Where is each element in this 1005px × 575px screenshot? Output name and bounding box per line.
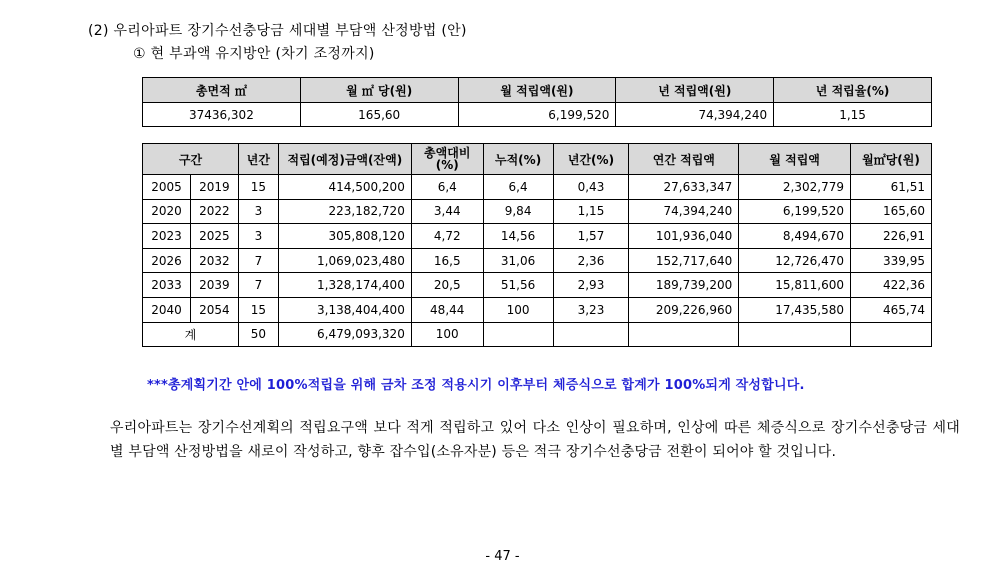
table-cell: 2,93 <box>553 273 629 298</box>
table-cell: 422,36 <box>851 273 932 298</box>
empty-cell <box>739 322 851 347</box>
table-cell: 27,633,347 <box>629 175 739 200</box>
empty-cell <box>629 322 739 347</box>
table-row <box>143 199 932 224</box>
detail-table <box>142 143 932 347</box>
table-cell: 2054 <box>190 297 238 322</box>
section-subheading: ① 현 부과액 유지방안 (차기 조정까지) <box>133 46 375 62</box>
summary-cell: 165,60 <box>300 103 458 127</box>
summary-cell: 74,394,240 <box>616 103 774 127</box>
table-row <box>143 175 932 200</box>
detail-header: 구간 <box>143 144 239 175</box>
table-row <box>143 273 932 298</box>
table-cell: 3,138,404,400 <box>278 297 411 322</box>
table-cell: 226,91 <box>851 224 932 249</box>
table-cell: 15 <box>238 175 278 200</box>
empty-cell <box>553 322 629 347</box>
table-cell: 1,57 <box>553 224 629 249</box>
table-cell: 3,23 <box>553 297 629 322</box>
table-cell: 3 <box>238 224 278 249</box>
table-cell: 209,226,960 <box>629 297 739 322</box>
total-years: 50 <box>238 322 278 347</box>
table-cell: 31,06 <box>483 248 553 273</box>
table-cell: 305,808,120 <box>278 224 411 249</box>
table-cell: 465,74 <box>851 297 932 322</box>
table-cell: 4,72 <box>411 224 483 249</box>
table-cell: 12,726,470 <box>739 248 851 273</box>
table-cell: 414,500,200 <box>278 175 411 200</box>
total-amount: 6,479,093,320 <box>278 322 411 347</box>
detail-total-row <box>143 322 932 347</box>
detail-header: 년간(%) <box>553 144 629 175</box>
table-cell: 6,4 <box>411 175 483 200</box>
table-cell: 9,84 <box>483 199 553 224</box>
table-cell: 101,936,040 <box>629 224 739 249</box>
table-cell: 2020 <box>143 199 191 224</box>
summary-cell: 1,15 <box>774 103 932 127</box>
table-cell: 2025 <box>190 224 238 249</box>
detail-header: 년간 <box>238 144 278 175</box>
table-cell: 3,44 <box>411 199 483 224</box>
detail-header: 누적(%) <box>483 144 553 175</box>
table-cell: 2,36 <box>553 248 629 273</box>
summary-header-row <box>143 78 932 103</box>
summary-header: 년 적립액(원) <box>616 78 774 103</box>
table-cell: 51,56 <box>483 273 553 298</box>
table-cell: 14,56 <box>483 224 553 249</box>
table-cell: 6,4 <box>483 175 553 200</box>
table-cell: 2033 <box>143 273 191 298</box>
table-cell: 61,51 <box>851 175 932 200</box>
total-ratio: 100 <box>411 322 483 347</box>
detail-header: 월㎡당(원) <box>851 144 932 175</box>
empty-cell <box>483 322 553 347</box>
detail-body <box>143 175 932 323</box>
table-cell: 8,494,670 <box>739 224 851 249</box>
detail-header: 연간 적립액 <box>629 144 739 175</box>
table-cell: 20,5 <box>411 273 483 298</box>
table-row <box>143 297 932 322</box>
table-cell: 74,394,240 <box>629 199 739 224</box>
table-cell: 2039 <box>190 273 238 298</box>
summary-table <box>142 77 932 127</box>
detail-header: 총액대비 (%) <box>411 144 483 175</box>
footnote: ***총계획기간 안에 100%적립을 위해 금차 조정 적용시기 이후부터 체증식으로 합계가 100%되게 작성합니다. <box>147 378 805 393</box>
table-cell: 189,739,200 <box>629 273 739 298</box>
page-number: - 47 - <box>485 549 520 564</box>
detail-header: 적립(예정)금액(잔액) <box>278 144 411 175</box>
table-cell: 0,43 <box>553 175 629 200</box>
summary-cell: 37436,302 <box>143 103 301 127</box>
table-cell: 165,60 <box>851 199 932 224</box>
table-row <box>143 224 932 249</box>
table-cell: 6,199,520 <box>739 199 851 224</box>
table-row <box>143 248 932 273</box>
table-cell: 16,5 <box>411 248 483 273</box>
detail-header: 월 적립액 <box>739 144 851 175</box>
table-cell: 2026 <box>143 248 191 273</box>
empty-cell <box>851 322 932 347</box>
table-cell: 2019 <box>190 175 238 200</box>
table-cell: 100 <box>483 297 553 322</box>
table-cell: 223,182,720 <box>278 199 411 224</box>
summary-value-row <box>143 103 932 127</box>
body-paragraph: 우리아파트는 장기수선계획의 적립요구액 보다 적게 적립하고 있어 다소 인상이 필요하며, 인상에 따른 체증식으로 장기수선충당금 세대별 부담액 산정방법을 새로이 작성하고, 향후 잡수입(소유자분) 등은 적극 장기수선충당금 전환이 되어야 할 것입니다. <box>110 420 960 460</box>
table-cell: 15 <box>238 297 278 322</box>
table-cell: 1,328,174,400 <box>278 273 411 298</box>
table-cell: 152,717,640 <box>629 248 739 273</box>
table-cell: 48,44 <box>411 297 483 322</box>
table-cell: 2022 <box>190 199 238 224</box>
summary-cell: 6,199,520 <box>458 103 616 127</box>
table-cell: 15,811,600 <box>739 273 851 298</box>
total-label: 계 <box>143 322 239 347</box>
table-cell: 2,302,779 <box>739 175 851 200</box>
table-cell: 17,435,580 <box>739 297 851 322</box>
table-cell: 2005 <box>143 175 191 200</box>
detail-header-row <box>143 144 932 175</box>
summary-header: 년 적립율(%) <box>774 78 932 103</box>
table-cell: 1,15 <box>553 199 629 224</box>
table-cell: 2023 <box>143 224 191 249</box>
summary-header: 총면적 ㎡ <box>143 78 301 103</box>
summary-header: 월 적립액(원) <box>458 78 616 103</box>
summary-header: 월 ㎡ 당(원) <box>300 78 458 103</box>
table-cell: 2032 <box>190 248 238 273</box>
table-cell: 7 <box>238 248 278 273</box>
table-cell: 1,069,023,480 <box>278 248 411 273</box>
section-heading: (2) 우리아파트 장기수선충당금 세대별 부담액 산정방법 (안) <box>88 23 467 39</box>
table-cell: 339,95 <box>851 248 932 273</box>
table-cell: 7 <box>238 273 278 298</box>
table-cell: 2040 <box>143 297 191 322</box>
table-cell: 3 <box>238 199 278 224</box>
